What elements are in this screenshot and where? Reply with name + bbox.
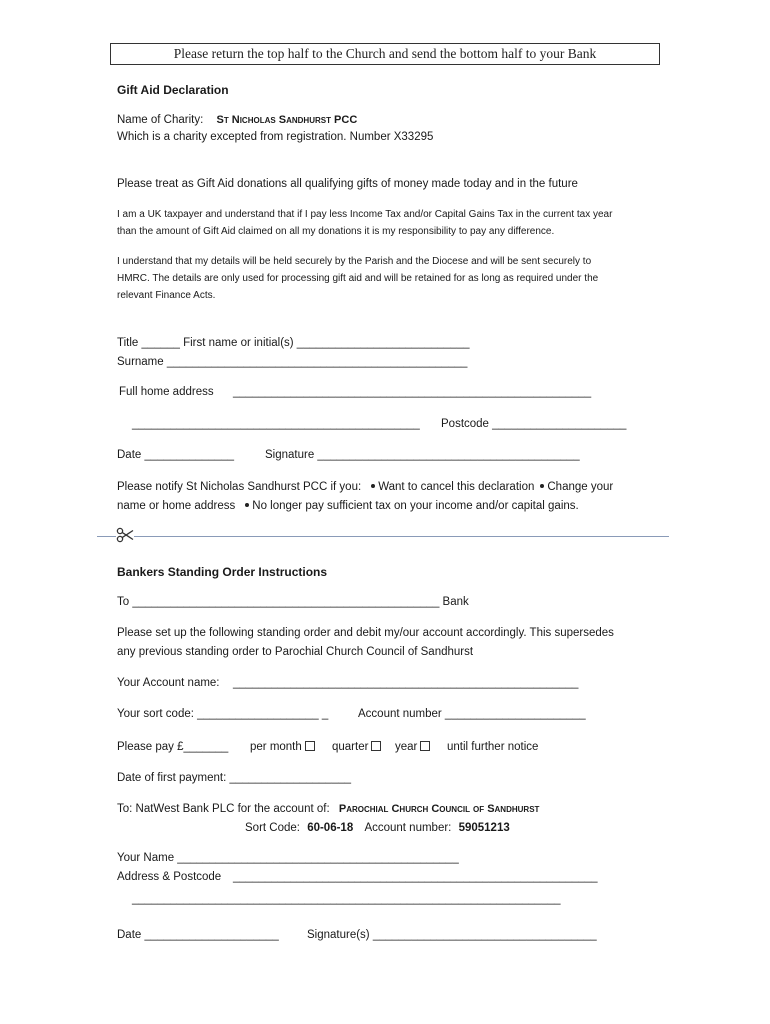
- account-name-label: Your Account name:: [117, 677, 220, 689]
- first-payment-field[interactable]: Date of first payment: ___________________: [117, 772, 352, 784]
- charity-line: [117, 114, 357, 126]
- setup-line-1: Please set up the following standing order and debit my/our account accordingly. This supersedes: [117, 627, 614, 639]
- sort-code-value: 60-06-18: [307, 822, 354, 834]
- per-month-checkbox[interactable]: [305, 741, 315, 751]
- per-month-label: per month: [250, 741, 302, 753]
- frequency-quarterly[interactable]: [332, 741, 381, 753]
- address-line-1[interactable]: ________________________________________________________: [233, 386, 592, 398]
- cut-line: [97, 536, 669, 537]
- your-name-field[interactable]: Your Name ____________________________________________: [117, 852, 459, 864]
- frequency-monthly[interactable]: [250, 741, 315, 753]
- setup-line-2: any previous standing order to Parochial Church Council of Sandhurst: [117, 646, 474, 658]
- signature-field[interactable]: Signature _________________________________________: [265, 449, 580, 461]
- to-bank-text: To: NatWest Bank PLC for the account of:: [117, 803, 330, 815]
- account-number-field[interactable]: Account number ______________________: [358, 708, 586, 720]
- quarter-label: quarter: [332, 741, 369, 753]
- details-line-3: relevant Finance Acts.: [117, 290, 216, 301]
- quarter-checkbox[interactable]: [371, 741, 381, 751]
- instructions-header: Please return the top half to the Church and send the bottom half to your Bank: [110, 43, 660, 65]
- year-label: year: [395, 741, 418, 753]
- date-field[interactable]: Date ______________: [117, 449, 235, 461]
- taxpayer-line-2: than the amount of Gift Aid claimed on all my donations it is my responsibility to pay any difference.: [117, 226, 555, 237]
- bullet-icon: [540, 484, 544, 488]
- bank-title: Bankers Standing Order Instructions: [117, 565, 328, 579]
- scissors-icon: [116, 527, 134, 543]
- bank-date-field[interactable]: Date _____________________: [117, 929, 279, 941]
- notify-name-address: name or home address: [117, 500, 236, 512]
- address-label: Full home address: [119, 386, 214, 398]
- frequency-yearly[interactable]: [395, 741, 430, 753]
- until-notice: until further notice: [447, 741, 539, 753]
- notify-line-2: [117, 500, 579, 512]
- surname-field[interactable]: Surname _______________________________________________: [117, 356, 468, 368]
- sort-code-label: Sort Code:: [245, 822, 300, 834]
- payee-bank-details: [245, 822, 510, 834]
- notify-line-1: [117, 481, 613, 493]
- to-bank-line: [117, 803, 539, 815]
- pay-amount-field[interactable]: Please pay £_______: [117, 741, 229, 753]
- sort-code-field[interactable]: Your sort code: ___________________ _: [117, 708, 329, 720]
- postcode-field[interactable]: Postcode _____________________: [441, 418, 627, 430]
- bank-signature-field[interactable]: Signature(s) ___________________________________: [307, 929, 597, 941]
- details-line-2: HMRC. The details are only used for processing gift aid and will be retained for as long as required under the: [117, 273, 599, 284]
- account-number-label: Account number:: [364, 822, 452, 834]
- notify-option-tax: No longer pay sufficient tax on your income and/or capital gains.: [252, 500, 579, 512]
- payee-name: Parochial Church Council of Sandhurst: [338, 803, 540, 815]
- details-line-1: I understand that my details will be held securely by the Parish and the Diocese and will be sent securely to: [117, 256, 592, 267]
- account-name-field[interactable]: ______________________________________________________: [233, 677, 579, 689]
- year-checkbox[interactable]: [420, 741, 430, 751]
- address-line-3[interactable]: ___________________________________________________________________: [132, 893, 561, 905]
- charity-name: St Nicholas Sandhurst PCC: [216, 114, 358, 126]
- bullet-icon: [245, 503, 249, 507]
- address-postcode-label: Address & Postcode: [117, 871, 222, 883]
- treat-text: Please treat as Gift Aid donations all qualifying gifts of money made today and in the future: [117, 178, 578, 190]
- address-line-2[interactable]: _____________________________________________: [132, 418, 420, 430]
- notify-option-change: Change your: [547, 481, 614, 493]
- title-name-field[interactable]: Title ______ First name or initial(s) ___________________________: [117, 337, 470, 349]
- notify-option-cancel: Want to cancel this declaration: [378, 481, 535, 493]
- account-number-value: 59051213: [458, 822, 510, 834]
- taxpayer-line-1: I am a UK taxpayer and understand that if I pay less Income Tax and/or Capital Gains Tax in the current tax year: [117, 209, 613, 220]
- notify-text: Please notify St Nicholas Sandhurst PCC if you:: [117, 481, 362, 493]
- gift-aid-title: Gift Aid Declaration: [117, 83, 229, 97]
- bank-to-field[interactable]: To ________________________________________________ Bank: [117, 596, 469, 608]
- charity-label: Name of Charity:: [117, 114, 204, 126]
- bullet-icon: [371, 484, 375, 488]
- charity-excepted: Which is a charity excepted from registration. Number X33295: [117, 131, 434, 143]
- address-postcode-field[interactable]: _________________________________________________________: [233, 871, 598, 883]
